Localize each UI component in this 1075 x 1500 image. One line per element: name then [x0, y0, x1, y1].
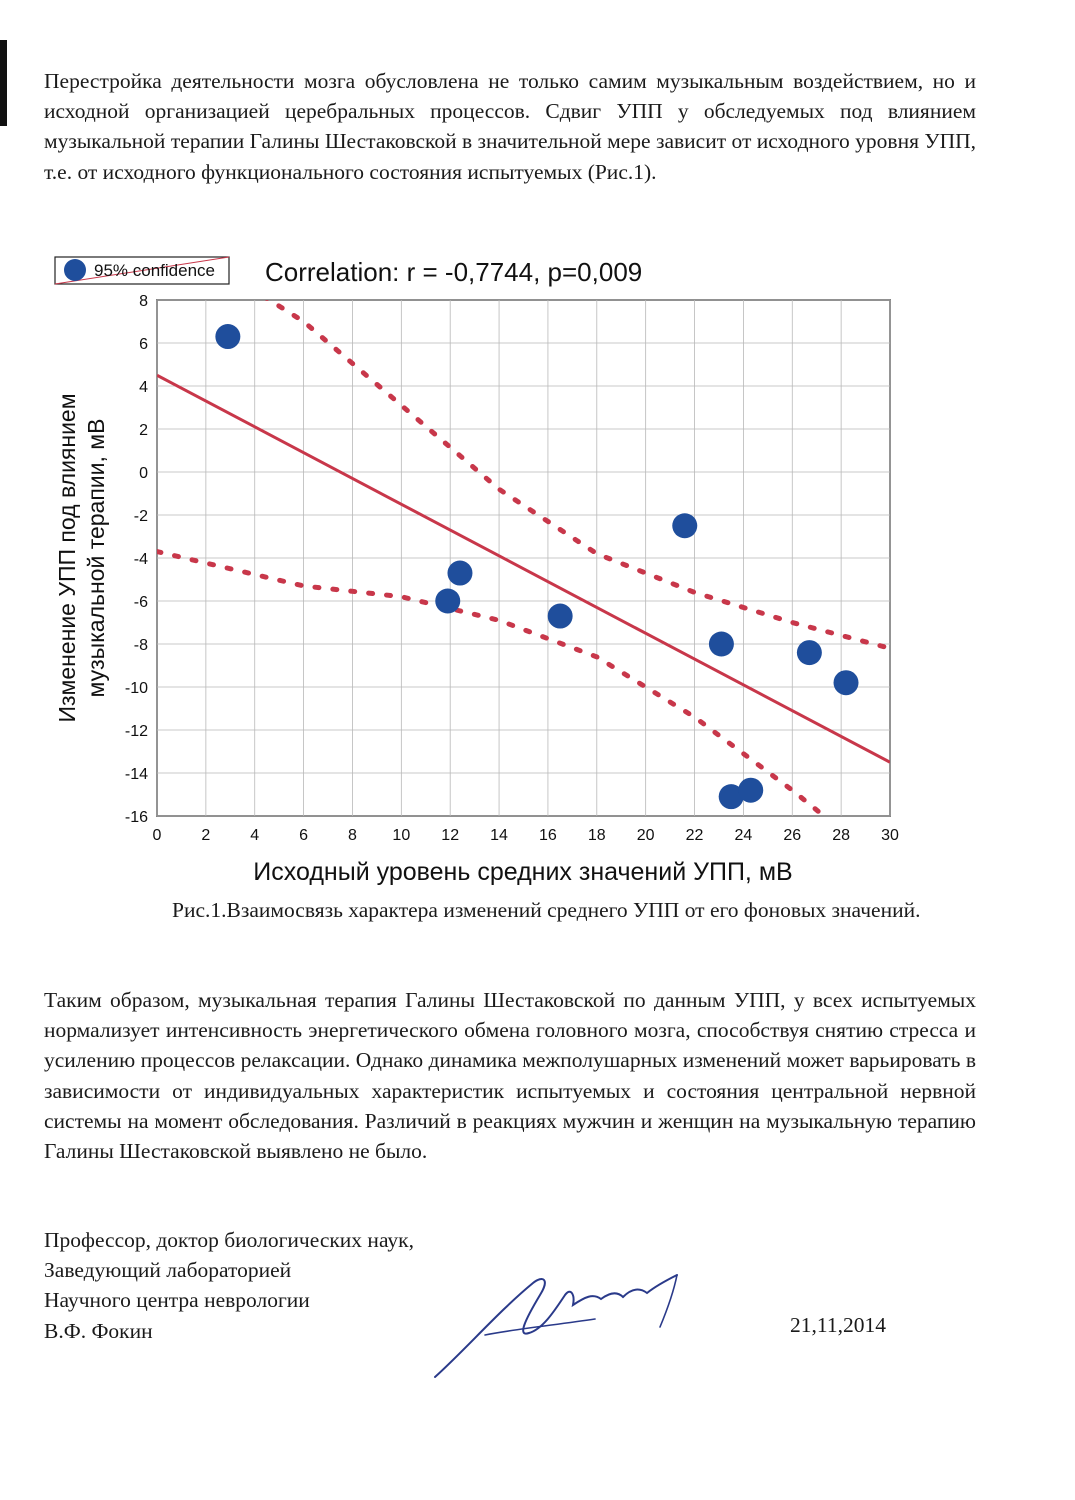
scan-edge: [0, 40, 7, 126]
x-tick-label: 4: [250, 827, 260, 844]
handwritten-signature: [425, 1255, 695, 1385]
legend-marker: [64, 259, 86, 281]
data-point: [709, 632, 734, 657]
y-tick-label: -12: [124, 723, 148, 740]
x-tick-label: 18: [587, 827, 606, 844]
x-axis-label: Исходный уровень средних значений УПП, мВ: [253, 858, 793, 886]
y-tick-label: -2: [133, 508, 148, 525]
legend-label: 95% confidence: [94, 261, 215, 280]
figure-caption: Рис.1.Взаимосвязь характера изменений среднего УПП от его фоновых значений.: [172, 898, 921, 922]
correlation-chart: [0, 240, 1075, 890]
chart-title: Correlation: r = -0,7744, p=0,009: [265, 257, 643, 287]
x-tick-label: 20: [636, 827, 655, 844]
y-tick-label: 6: [139, 336, 148, 353]
y-axis-label-line-1: Изменение УПП под влиянием: [54, 393, 80, 723]
y-tick-label: -14: [124, 766, 148, 783]
data-point: [672, 513, 697, 538]
x-tick-label: 14: [490, 827, 508, 844]
y-tick-label: 2: [139, 422, 148, 439]
x-tick-label: 30: [881, 827, 899, 844]
x-tick-label: 12: [441, 827, 460, 844]
data-point: [797, 640, 822, 665]
data-point: [548, 604, 573, 629]
y-tick-label: -6: [133, 594, 148, 611]
y-tick-label: 4: [139, 379, 148, 396]
x-tick-label: 24: [734, 827, 753, 844]
x-tick-label: 0: [152, 827, 162, 844]
x-axis-ticks: [153, 827, 899, 844]
x-tick-label: 28: [832, 827, 851, 844]
data-point: [215, 324, 240, 349]
intro-paragraph: Перестройка деятельности мозга обусловлена не только самим музыкальным воздействием, но и исходной организацией церебральных процессов. Сдвиг УПП у обследуемых под влиянием музыкальной терапии Галины Шестаковской в значительной мере зависит от исходного уровня УПП, т.е. от исходного функционального состояния испытуемых (Рис.1).: [44, 69, 976, 184]
signer-position: Заведующий лабораторией: [44, 1258, 292, 1283]
document-date: 21,11,2014: [790, 1313, 886, 1337]
x-tick-label: 16: [539, 827, 557, 844]
x-tick-label: 22: [685, 827, 704, 844]
signature-block: [44, 1225, 414, 1346]
x-tick-label: 10: [392, 827, 411, 844]
signer-name: В.Ф. Фокин: [44, 1318, 153, 1343]
y-tick-label: -4: [133, 551, 148, 568]
x-tick-label: 8: [348, 827, 357, 844]
conclusion-paragraph: Таким образом, музыкальная терапия Галины Шестаковской по данным УПП, у всех испытуемых нормализует интенсивность энергетического обмена головного мозга, способствуя снятию стресса и усилению процессов релаксации. Однако динамика межполушарных изменений может варьировать в зависимости от индивидуальных характеристик испытуемых и состояния центральной нервной системы на момент обследования. Различий в реакциях мужчин и женщин на музыкальную терапию Галины Шестаковской выявлено не было.: [44, 988, 976, 1164]
x-tick-label: 2: [201, 827, 211, 844]
data-point: [447, 561, 472, 586]
x-tick-label: 6: [299, 827, 309, 844]
signer-organization: Научного центра неврологии: [44, 1288, 310, 1313]
y-tick-label: -10: [124, 680, 148, 697]
y-tick-label: 8: [139, 293, 148, 310]
y-tick-label: 0: [139, 465, 148, 482]
y-tick-label: -16: [124, 809, 148, 826]
data-point: [738, 778, 763, 803]
x-tick-label: 26: [783, 827, 802, 844]
data-point: [834, 670, 859, 695]
y-axis-ticks: [125, 293, 148, 826]
y-axis-label-line-2: музыкальной терапии, мВ: [83, 418, 109, 698]
signer-title: Профессор, доктор биологических наук,: [44, 1228, 414, 1252]
data-point: [435, 589, 460, 614]
y-tick-label: -8: [133, 637, 148, 654]
